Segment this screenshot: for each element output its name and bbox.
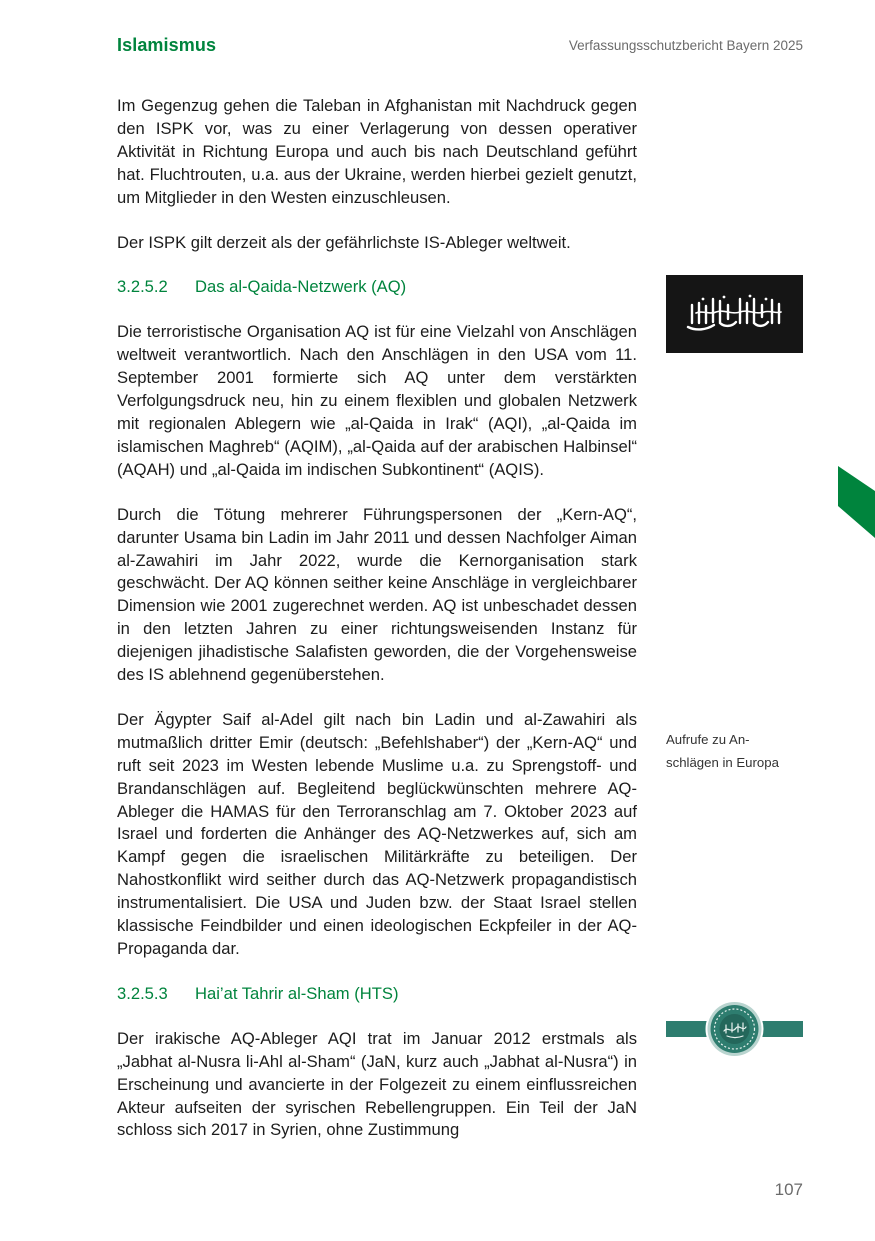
paragraph: Die terroristische Organisation AQ ist für eine Vielzahl von Anschlägen weltweit verantwortlich. Nach den Anschlägen in den USA vom 11. September 2001 formierte sich AQ unter dem verstärkten Verfolgungsdruck neu, hin zu einem flexiblen und globalen Netzwerk mit regionalen Ablegern wie „al-Qaida in Irak“ (AQI), „al-Qaida im islamischen Maghreb“ (AQIM), „al-Qaida auf der arabischen Halbinsel“ (AQAH) und „al-Qaida im indischen Subkontinent“ (AQIS). <box>117 322 637 479</box>
margin-note <box>666 729 806 774</box>
section-number: 3.2.5.2 <box>117 277 168 297</box>
paragraph: Der Ägypter Saif al-Adel gilt nach bin Ladin und al-Zawahiri als mutmaßlich dritter Emir (deutsch: „Befehlshaber“) der „Kern-AQ“ und ruft seit 2023 im Westen lebende Muslime u.a. zu Sprengstoff- und Brandanschlägen auf. Begleitend beglückwünschten mehrere AQ-Ableger die HAMAS für den Terroranschlag am 7. Oktober 2023 auf Israel und forderten die Anhänger des AQ-Netzwerkes auf, sich am Kampf gegen die israelischen Militärkräfte zu beteiligen. Der Nahostkonflikt wird seither durch das AQ-Netzwerk propagandistisch instrumentalisiert. Die USA und Juden bzw. der Staat Israel stellen klassische Feindbilder und einen ideologischen Eckpfeiler in der AQ-Propaganda dar. <box>117 709 637 958</box>
al-qaida-flag-icon <box>666 275 803 353</box>
section-title: Islamismus <box>117 35 217 55</box>
page-number: 107 <box>774 1180 803 1199</box>
paragraph: Der ISPK gilt derzeit als der gefährlichste IS-Ableger weltweit. <box>117 232 571 252</box>
section-heading-text: Hai’at Tahrir al-Sham (HTS) <box>195 983 399 1003</box>
section-number: 3.2.5.3 <box>117 983 168 1003</box>
paragraph: Durch die Tötung mehrerer Führungspersonen der „Kern-AQ“, darunter Usama bin Ladin im Jahr 2011 und dessen Nachfolger Aiman al-Zawahiri im Jahr 2022, wurde die Kernorganisation stark geschwächt. Der AQ können seither keine Anschläge in vergleichbarer Dimension wie 2001 zugerechnet werden. AQ ist unbeschadet dessen in den letzten Jahren zu einer richtungsweisenden Instanz für diejenigen jihadistische Salafisten geworden, die der Vorgehensweise des IS ablehnend gegenüberstehen. <box>117 504 637 685</box>
paragraph: Im Gegenzug gehen die Taleban in Afghanistan mit Nachdruck gegen den ISPK vor, was zu einer Verlagerung von dessen operativer Aktivität in Richtung Europa und auch bis nach Deutschland geführt hat. Fluchtrouten, u.a. aus der Ukraine, werden hierbei gezielt genutzt, um Mitglieder in den Westen einzuschleusen. <box>117 96 637 207</box>
section-heading-hts <box>117 983 637 1006</box>
publication-title: Verfassungsschutzbericht Bayern 2025 <box>568 38 803 53</box>
section-heading-text: Das al-Qaida-Netzwerk (AQ) <box>195 277 407 297</box>
margin-note-line: schlägen in Europa <box>666 754 779 770</box>
hts-flag-icon <box>666 998 803 1060</box>
main-text-column <box>117 95 637 1164</box>
paragraph: Der irakische AQ-Ableger AQI trat im Januar 2012 erstmals als „Jabhat al-Nusra li-Ahl al-Sham“ (JaN, kurz auch „Jabhat al-Nusra“) in Erscheinung und avancierte in der Folgezeit zu einem einflussreichen Akteur aufseiten der syrischen Rebellengruppen. Ein Teil der JaN schloss sich 2017 in Syrien, ohne Zustimmung <box>117 1028 637 1140</box>
chapter-tab-marker <box>838 466 875 538</box>
margin-note-line: Aufrufe zu An- <box>666 732 750 747</box>
section-heading-al-qaida <box>117 276 637 299</box>
